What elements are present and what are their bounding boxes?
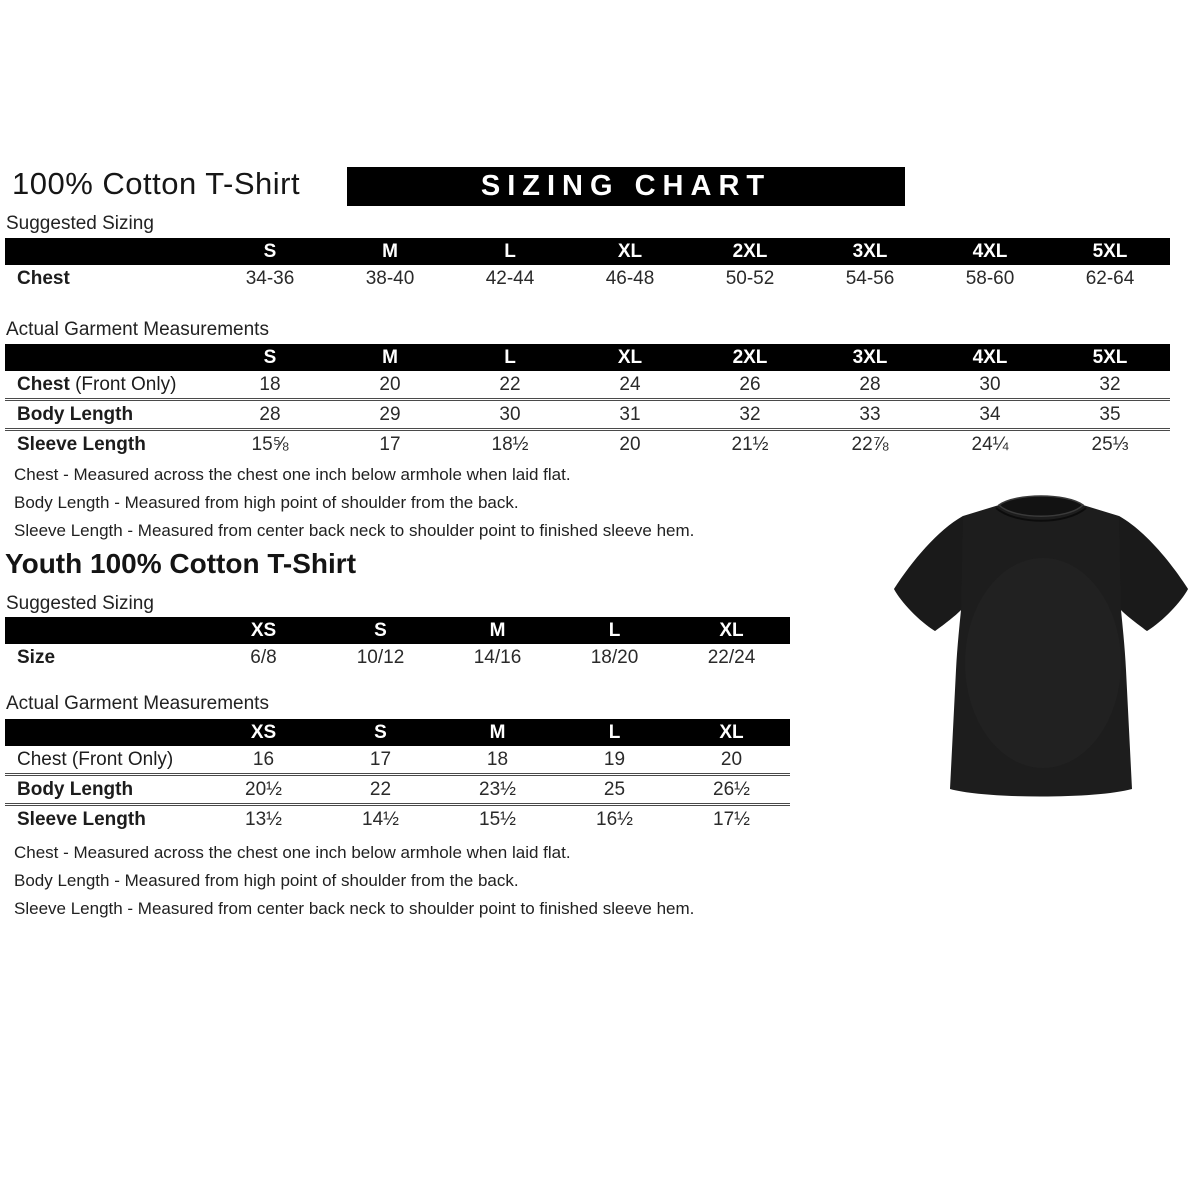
cell-value: 30 — [979, 373, 1001, 395]
cell-value: 24¼ — [971, 433, 1009, 455]
cell-value: 18 — [259, 373, 281, 395]
column-header-5xl: 5XL — [1092, 347, 1128, 368]
cell-value: 20½ — [245, 778, 282, 800]
column-header-xl: XL — [719, 722, 744, 743]
cell-value: 14½ — [362, 808, 399, 830]
cell-value: 58-60 — [965, 267, 1015, 289]
table-header-row — [5, 617, 790, 644]
cell-value: 16½ — [596, 808, 633, 830]
cell-value: 22 — [499, 373, 521, 395]
column-header-3xl: 3XL — [852, 241, 888, 262]
cell-value: 15½ — [479, 808, 516, 830]
cell-value: 26 — [739, 373, 761, 395]
cell-value: 26½ — [713, 778, 750, 800]
table-row — [5, 401, 1170, 431]
cell-value: 38-40 — [365, 267, 415, 289]
sizing-chart-banner: SIZING CHART — [347, 167, 905, 206]
column-header-4xl: 4XL — [972, 241, 1008, 262]
column-header-5xl: 5XL — [1092, 241, 1128, 262]
cell-value: 34 — [979, 403, 1001, 425]
youth-measurement-notes — [14, 843, 694, 927]
table-row — [5, 265, 1170, 292]
cell-value: 20 — [379, 373, 401, 395]
cell-value: 10/12 — [356, 646, 405, 668]
adult-measurement-notes — [14, 465, 694, 549]
cell-value: 23½ — [479, 778, 516, 800]
cell-value: 50-52 — [725, 267, 775, 289]
cell-value: 22⅞ — [851, 433, 889, 455]
column-header-xs: XS — [250, 722, 277, 743]
row-label: Body Length — [17, 778, 134, 800]
table-row — [5, 746, 790, 776]
youth-actual-measurements-table — [5, 719, 790, 833]
cell-value: 32 — [739, 403, 761, 425]
table-row — [5, 431, 1170, 458]
column-header-l: L — [608, 722, 621, 743]
note-line: Chest - Measured across the chest one inch below armhole when laid flat. — [14, 843, 571, 862]
table-header-row — [5, 719, 790, 746]
column-header-l: L — [504, 347, 516, 368]
column-header-m: M — [489, 722, 506, 743]
youth-suggested-sizing-table — [5, 617, 790, 671]
tshirt-product-image — [886, 468, 1196, 803]
column-header-s: S — [374, 722, 387, 743]
column-header-2xl: 2XL — [732, 347, 768, 368]
column-header-l: L — [608, 620, 621, 641]
cell-value: 62-64 — [1085, 267, 1135, 289]
cell-value: 22 — [369, 778, 392, 800]
cell-value: 33 — [859, 403, 881, 425]
cell-value: 31 — [619, 403, 641, 425]
table-header-row — [5, 344, 1170, 371]
table-row — [5, 776, 790, 806]
cell-value: 25⅓ — [1091, 433, 1129, 455]
cell-value: 18/20 — [590, 646, 639, 668]
cell-value: 17½ — [713, 808, 750, 830]
adult-suggested-sizing-label: Suggested Sizing — [6, 213, 154, 234]
column-header-xl: XL — [617, 241, 643, 262]
cell-value: 28 — [859, 373, 881, 395]
header-empty-cell — [5, 238, 210, 265]
adult-suggested-sizing-table — [5, 238, 1170, 292]
column-header-s: S — [263, 241, 277, 262]
column-header-l: L — [504, 241, 516, 262]
column-header-s: S — [263, 347, 277, 368]
note-line: Body Length - Measured from high point of shoulder from the back. — [14, 871, 519, 890]
cell-value: 42-44 — [485, 267, 535, 289]
note-line: Body Length - Measured from high point of shoulder from the back. — [14, 493, 519, 512]
note-line: Sleeve Length - Measured from center back neck to shoulder point to finished sleeve hem. — [14, 899, 695, 918]
cell-value: 21½ — [731, 433, 769, 455]
table-row — [5, 644, 790, 671]
row-label: Size — [17, 646, 56, 668]
youth-actual-measurements-label: Actual Garment Measurements — [6, 693, 269, 714]
cell-value: 14/16 — [473, 646, 522, 668]
cell-value: 32 — [1099, 373, 1121, 395]
cell-value: 34-36 — [245, 267, 295, 289]
note-line: Sleeve Length - Measured from center back neck to shoulder point to finished sleeve hem. — [14, 521, 695, 540]
column-header-m: M — [489, 620, 506, 641]
row-label: Sleeve Length — [17, 433, 146, 455]
adult-actual-measurements-label: Actual Garment Measurements — [6, 319, 269, 340]
header-empty-cell — [5, 617, 205, 644]
cell-value: 24 — [619, 373, 641, 395]
row-label: Chest — [17, 267, 70, 289]
cell-value: 16 — [252, 748, 275, 770]
cell-value: 13½ — [245, 808, 282, 830]
column-header-3xl: 3XL — [852, 347, 888, 368]
cell-value: 19 — [603, 748, 626, 770]
cell-value: 28 — [259, 403, 281, 425]
column-header-xl: XL — [719, 620, 744, 641]
cell-value: 18 — [486, 748, 509, 770]
column-header-4xl: 4XL — [972, 347, 1008, 368]
cell-value: 46-48 — [605, 267, 655, 289]
row-label: Chest (Front Only) — [17, 748, 174, 770]
column-header-xs: XS — [250, 620, 277, 641]
table-header-row — [5, 238, 1170, 265]
cell-value: 29 — [379, 403, 401, 425]
youth-section-title: Youth 100% Cotton T-Shirt — [5, 548, 357, 579]
cell-value: 35 — [1099, 403, 1121, 425]
cell-value: 54-56 — [845, 267, 895, 289]
tshirt-image — [886, 468, 1196, 803]
page-title: 100% Cotton T-Shirt — [12, 166, 301, 201]
cell-value: 17 — [369, 748, 392, 770]
cell-value: 20 — [619, 433, 641, 455]
column-header-xl: XL — [617, 347, 643, 368]
cell-value: 6/8 — [250, 646, 277, 668]
note-line: Chest - Measured across the chest one inch below armhole when laid flat. — [14, 465, 571, 484]
youth-suggested-sizing-label: Suggested Sizing — [6, 593, 154, 614]
table-row — [5, 371, 1170, 401]
cell-value: 18½ — [491, 433, 529, 455]
cell-value: 30 — [499, 403, 521, 425]
row-label: Sleeve Length — [17, 808, 146, 830]
row-label: Body Length — [17, 403, 134, 425]
table-row — [5, 806, 790, 833]
cell-value: 17 — [379, 433, 401, 455]
cell-value: 22/24 — [707, 646, 756, 668]
row-label: Chest (Front Only) — [17, 373, 177, 395]
cell-value: 25 — [603, 778, 626, 800]
column-header-s: S — [374, 620, 387, 641]
column-header-m: M — [382, 347, 398, 368]
cell-value: 15⅝ — [251, 433, 289, 455]
column-header-m: M — [382, 241, 398, 262]
header-empty-cell — [5, 344, 210, 371]
cell-value: 20 — [720, 748, 743, 770]
adult-actual-measurements-table — [5, 344, 1170, 458]
column-header-2xl: 2XL — [732, 241, 768, 262]
header-empty-cell — [5, 719, 205, 746]
